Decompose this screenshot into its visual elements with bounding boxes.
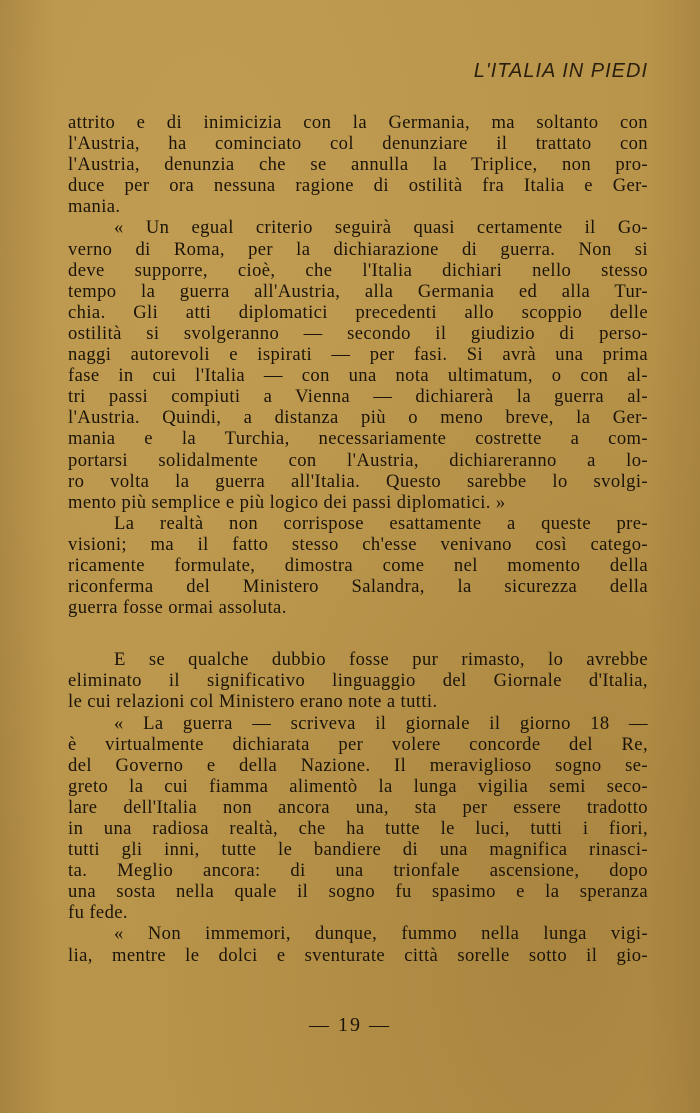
text-line: ta. Meglio ancora: di una trionfale ascensione, dopo (68, 860, 648, 882)
paragraph (68, 217, 648, 512)
text-line: mania. (68, 196, 121, 218)
text-line: lia, mentre le dolci e sventurate città sorelle sotto il gio- (68, 944, 648, 966)
text-line: riconferma del Ministero Salandra, la sicurezza della (68, 576, 648, 598)
text-line: ricamente formulate, dimostra come nel momento della (68, 554, 648, 576)
text-line: in una radiosa realtà, che ha tutte le luci, tutti i fiori, (68, 818, 648, 839)
text-line: una sosta nella quale il sogno fu spasimo e la speranza (68, 881, 648, 903)
text-line: ostilità si svolgeranno — secondo il giudizio di perso- (68, 322, 648, 344)
text-line: guerra fosse ormai assoluta. (68, 597, 287, 619)
text-line: verno di Roma, per la dichiarazione di guerra. Non si (68, 238, 648, 260)
text-line: l'Austria, denunzia che se annulla la Triplice, non pro- (68, 154, 648, 176)
text-line: ro volta la guerra all'Italia. Questo sarebbe lo svolgi- (68, 470, 648, 492)
text-line: l'Austria, ha cominciato col denunziare il trattato con (68, 133, 648, 155)
text-line: tutti gli inni, tutte le bandiere di una magnifica rinasci- (68, 839, 648, 861)
text-line: greto la cui fiamma alimentò la lunga vigilia semi seco- (68, 775, 648, 797)
text-line: mento più semplice e più logico dei passi diplomatici. » (68, 491, 506, 513)
text-line: « Un egual criterio seguirà quasi certamente il Go- (114, 217, 648, 239)
text-line: l'Austria. Quindi, a distanza più o meno breve, la Ger- (68, 407, 648, 429)
text-line: portarsi solidalmente con l'Austria, dichiareranno a lo- (68, 449, 648, 471)
text-line: attrito e di inimicizia con la Germania, ma soltanto con (68, 112, 648, 133)
paragraph (68, 923, 648, 965)
text-line: tempo la guerra all'Austria, alla Germania ed alla Tur- (68, 280, 648, 302)
text-line: del Governo e della Nazione. Il meraviglioso sogno se- (68, 754, 648, 776)
text-line: fase in cui l'Italia — con una nota ultimatum, o con al- (68, 365, 648, 387)
text-line: mania e la Turchia, necessariamente costrette a com- (68, 428, 648, 450)
text-line: tri passi compiuti a Vienna — dichiarerà la guerra al- (68, 386, 648, 408)
text-line: le cui relazioni col Ministero erano note a tutti. (68, 691, 438, 713)
text-line: chia. Gli atti diplomatici precedenti allo scoppio delle (68, 301, 648, 323)
text-line: lare dell'Italia non ancora una, sta per essere tradotto (68, 796, 648, 818)
text-line: deve supporre, cioè, che l'Italia dichiari nello stesso (68, 259, 648, 281)
paragraph (68, 649, 648, 712)
section-spacer (68, 618, 648, 649)
text-line: eliminato il significativo linguaggio del Giornale d'Italia, (68, 670, 648, 692)
text-line: duce per ora nessuna ragione di ostilità fra Italia e Ger- (68, 175, 648, 197)
text-line: « La guerra — scriveva il giornale il giorno 18 — (114, 712, 648, 734)
text-line: fu fede. (68, 902, 128, 924)
text-line: La realtà non corrispose esattamente a queste pre- (114, 512, 648, 534)
paragraph (68, 513, 648, 618)
body-text (68, 112, 648, 966)
text-line: è virtualmente dichiarata per volere concorde del Re, (68, 733, 648, 755)
text-line: visioni; ma il fatto stesso ch'esse venivano così catego- (68, 533, 648, 555)
text-line: E se qualche dubbio fosse pur rimasto, lo avrebbe (114, 649, 648, 671)
paragraph (68, 713, 648, 924)
paragraph (68, 112, 648, 217)
text-line: naggi autorevoli e ispirati — per fasi. Si avrà una prima (68, 344, 648, 366)
page-number: — 19 — (309, 1014, 391, 1036)
running-title: L'ITALIA IN PIEDI (473, 60, 648, 82)
text-line: « Non immemori, dunque, fummo nella lunga vigi- (114, 923, 648, 945)
